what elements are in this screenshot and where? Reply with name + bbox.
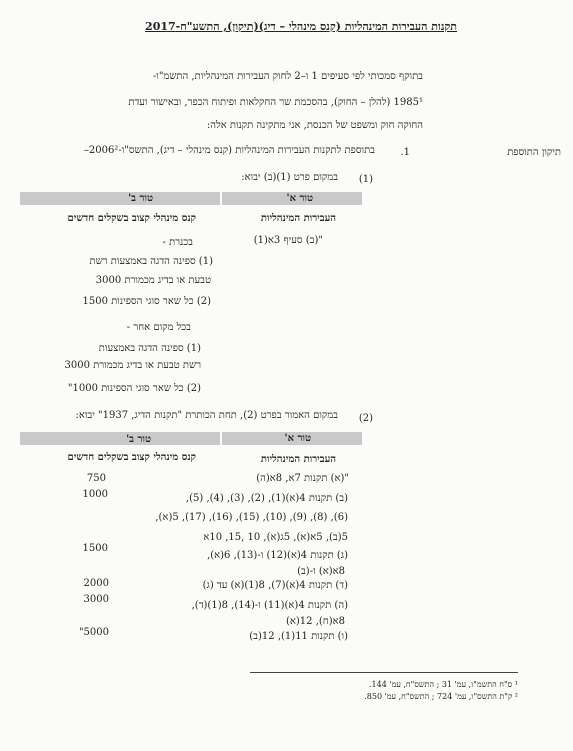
para2-col-b-head: טור ב' <box>126 434 151 445</box>
table-row: (2) כל שאר סוגי הספינות 1500 <box>82 296 211 307</box>
para1-col-b-head: טור ב' <box>128 193 153 204</box>
preamble-line-2: 1985¹ (להלן – החוק), בהסכמת שר החקלאות ופיתוח הכפר, ובאישור ועדת <box>128 97 423 108</box>
para2-text: במקום האמור בפרט (2), תחת הכותרת "תקנות הדיג, 1937" יבוא: <box>75 410 338 421</box>
section-side-title: תיקון התוספת <box>507 147 561 158</box>
table-row: (1) ספינה הדגה באמצעות רשת <box>89 256 213 267</box>
table-row: (2) כל שאר סוגי הספינות 1000" <box>67 383 201 394</box>
table-row: "(א) תקנות 7א, 8א(ה) <box>256 473 349 484</box>
table-row: 5(ב), 5א(א), 5ג(א), 10 ,15, 10א <box>203 532 348 543</box>
para1-text: במקום פרט (1)(ב) יבוא: <box>241 172 338 183</box>
para1-col-a-head: טור א' <box>286 193 313 204</box>
table-row: 1500 <box>82 543 108 554</box>
table-row: בכל מקום אחר - <box>126 322 191 333</box>
table-row: 750 <box>86 473 106 484</box>
footnote-2: ² ק"ת התשס"ו, עמ' 724 ; התשס"ח, עמ' 850. <box>364 692 518 701</box>
preamble-line-1: בתוקף סמכותי לפי סעיפים 1 ו–2 לחוק העבירות המינהליות, התשמ"ו- <box>152 71 423 82</box>
preamble-line-3: החוקה חוק ומשפט של הכנסת, אני מתקינה תקנות אלה: <box>206 120 423 131</box>
table-row: 5000" <box>78 627 109 638</box>
document-title: תקנות העבירות המינהליות (קנס מינהלי – דיג)(תיקון), התשע"ח-2017 <box>145 20 457 33</box>
table-row: (ג) תקנות 4(א)(12) ו-(13), 6(א), <box>207 550 348 561</box>
para2-col-a-sub: העבירות המינהליות <box>260 454 336 465</box>
section-number: 1. <box>400 147 410 158</box>
para2-number: (2) <box>358 413 373 424</box>
table-row: בכנרת - <box>162 237 193 248</box>
table-row: "(ב) סעיף 3א(1) <box>253 235 323 246</box>
footnote-1: ¹ ס"ח התשמ"ו, עמ' 31 ; התשס"ח, עמ' 144. <box>369 680 518 689</box>
table-row: 3000 <box>83 594 109 605</box>
para1-col-a-sub: העבירות המינהליות <box>260 213 336 224</box>
table-row: (1) ספינה הדגה באמצעות <box>98 343 201 354</box>
table-row: (ד) תקנות 4(א)(7), 8(1)(א) עד (ג) <box>202 580 348 591</box>
table-row: טבעת או בדיג מכמורת 3000 <box>95 275 211 286</box>
table-row: 8א(א) ו-(ב) <box>297 566 345 577</box>
table-row: (6), (8), (9), (10), (15), (16), (17), 5(א), <box>155 512 348 523</box>
para2-col-a-head: טור א' <box>284 433 311 444</box>
para1-col-b-sub: קנס מינהלי קצוב בשקלים חדשים <box>67 213 196 224</box>
para2-col-b-sub: קנס מינהלי קצוב בשקלים חדשים <box>67 452 196 463</box>
para2-header-bar-b <box>20 432 220 445</box>
table-row: 8א(ח), 12(א) <box>285 616 345 627</box>
table-row: (ו) תקנות 11(1), 12(ב) <box>249 631 348 642</box>
table-row: רשת טבעת או בדיג מכמורת 3000 <box>64 360 201 371</box>
footnote-separator <box>250 672 518 673</box>
para1-number: (1) <box>358 174 373 185</box>
table-row: 1000 <box>82 489 108 500</box>
table-row: (ב) תקנות 4(א)(1), (2), (3), (4), (5), <box>185 493 348 504</box>
table-row: (ה) תקנות 4(א)(11) ו-(14), 8(1)(ד), <box>191 600 348 611</box>
para1-header-bar-b <box>20 192 220 205</box>
section-text: בתוספת לתקנות העבירות המינהליות (קנס מינהלי – דיג), התשס"ו-2006²– <box>83 145 375 156</box>
table-row: 2000 <box>83 578 109 589</box>
